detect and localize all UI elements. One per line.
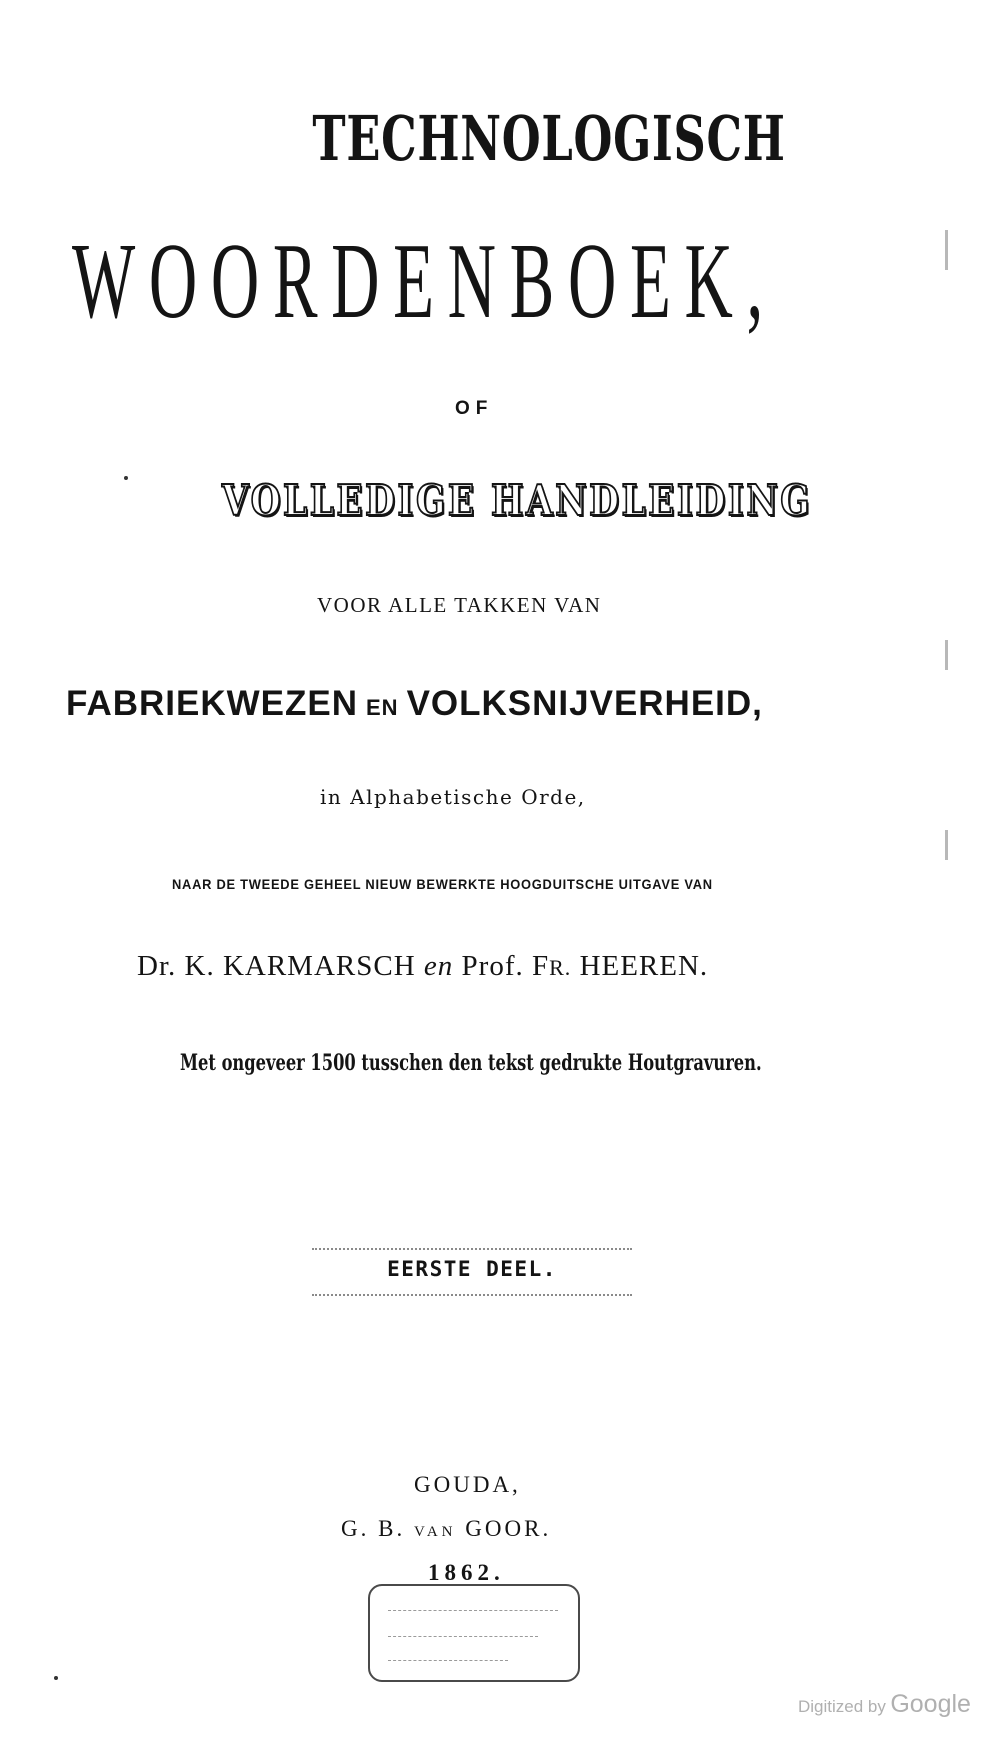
source-edition-line: NAAR DE TWEEDE GEHEEL NIEUW BEWERKTE HOOGDUITSCHE UITGAVE VAN	[172, 876, 713, 892]
author-1: Dr. K. KARMARSCH	[137, 950, 416, 982]
watermark-prefix: Digitized by	[798, 1697, 886, 1716]
order-line: in Alphabetische Orde,	[320, 785, 586, 809]
imprint-city: GOUDA,	[414, 1472, 521, 1497]
author-2-name: HEEREN.	[579, 950, 709, 982]
page-edge-mark	[945, 830, 948, 860]
library-stamp	[368, 1584, 580, 1682]
title-line-1: TECHNOLOGISCH	[312, 102, 786, 175]
subject-part-1: FABRIEKWEZEN	[66, 684, 358, 723]
publisher-van: VAN	[413, 1524, 457, 1540]
stamp-handwriting	[388, 1636, 538, 1637]
print-speck	[124, 476, 128, 480]
stamp-handwriting	[388, 1660, 508, 1661]
engravings-line: Met ongeveer 1500 tusschen den tekst gedrukte Houtgravuren.	[180, 1050, 762, 1076]
watermark-brand: Google	[890, 1690, 971, 1718]
authors-line	[137, 950, 708, 983]
stamp-handwriting	[388, 1610, 558, 1611]
authors-conjunction: en	[423, 950, 454, 982]
author-2-smallcaps: R.	[549, 955, 572, 980]
author-2-prefix: Prof. F	[461, 950, 550, 982]
of-label: OF	[455, 398, 494, 419]
volume-rule-bottom	[312, 1294, 632, 1296]
page-edge-mark	[945, 640, 948, 670]
volume-block	[312, 1248, 632, 1296]
page-edge-mark	[945, 230, 948, 270]
publisher-name: GOOR.	[465, 1516, 552, 1541]
subject-conjunction: EN	[366, 695, 399, 720]
volume-rule-top	[312, 1248, 632, 1250]
voor-line: VOOR ALLE TAKKEN VAN	[317, 593, 602, 617]
volume-label: EERSTE DEEL.	[387, 1257, 557, 1281]
print-speck	[54, 1676, 58, 1680]
publisher-initials: G. B.	[341, 1516, 406, 1541]
title-line-2: WOORDENBOEK,	[72, 222, 777, 341]
imprint-year: 1862.	[428, 1560, 505, 1585]
digitized-watermark	[798, 1690, 971, 1719]
subject-part-2: VOLKSNIJVERHEID,	[406, 684, 763, 723]
subject-line	[66, 684, 763, 724]
ornamental-subtitle: VOLLEDIGE HANDLEIDING	[222, 476, 813, 525]
imprint-publisher	[341, 1516, 551, 1542]
